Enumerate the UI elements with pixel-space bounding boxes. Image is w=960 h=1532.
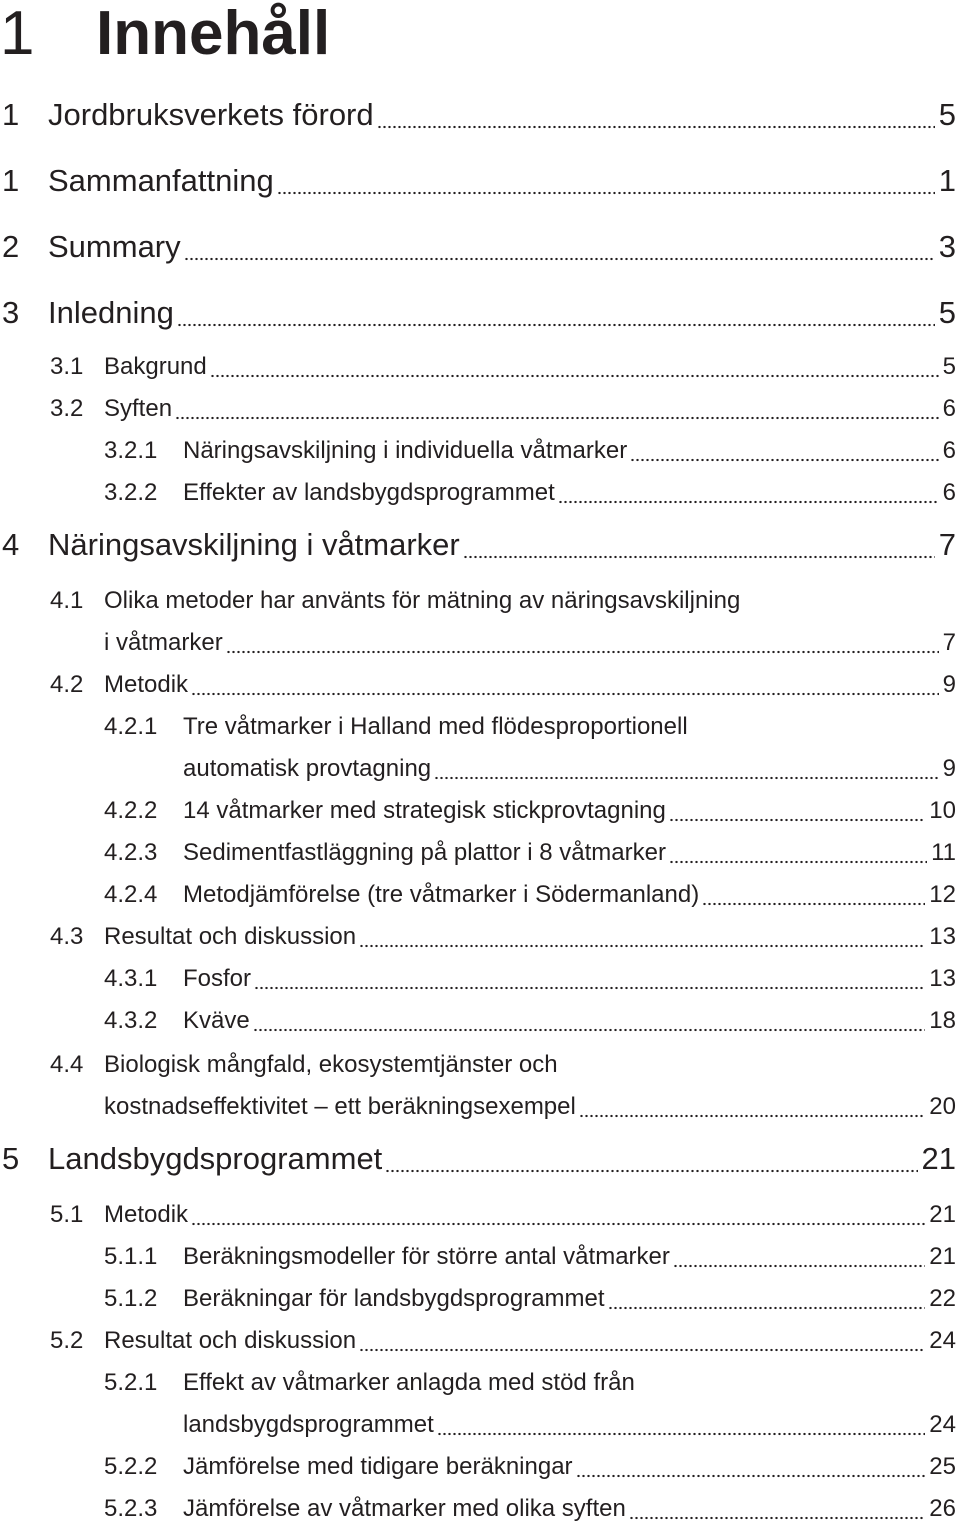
dot-leader — [191, 692, 939, 696]
toc-entry[interactable] — [104, 1364, 956, 1402]
dot-leader — [177, 323, 935, 327]
toc-entry-page-number: 21 — [929, 1201, 956, 1228]
toc-entry-title: Biologisk mångfald, ekosystemtjänster och — [104, 1051, 558, 1078]
toc-entry-number: 5.1.2 — [104, 1285, 158, 1312]
toc-entry[interactable] — [50, 348, 956, 386]
toc-entry-page-number: 25 — [929, 1453, 956, 1480]
toc-entry-page-number: 5 — [938, 295, 956, 330]
toc-entry-number: 4.3.1 — [104, 965, 158, 992]
toc-entry-number: 4.3 — [50, 923, 84, 950]
toc-entry-page-number: 7 — [942, 629, 956, 656]
toc-entry-page-number: 13 — [929, 965, 956, 992]
heading-title: Innehåll — [96, 0, 331, 68]
toc-entry-page-number: 6 — [942, 395, 956, 422]
toc-entry-number: 5.1.1 — [104, 1243, 158, 1270]
toc-entry-title: Jämförelse av våtmarker med olika syften — [183, 1495, 626, 1522]
toc-entry[interactable] — [104, 834, 956, 872]
dot-leader — [434, 776, 938, 780]
toc-entry-page-number: 24 — [929, 1411, 956, 1438]
toc-entry-number: 4.2.3 — [104, 839, 158, 866]
heading-number: 1 — [0, 0, 35, 68]
toc-entry[interactable] — [104, 474, 956, 512]
dot-leader — [254, 986, 925, 990]
toc-entry[interactable] — [104, 1238, 956, 1276]
dot-leader — [669, 818, 925, 822]
toc-entry-page-number: 22 — [929, 1285, 956, 1312]
toc-entry-number: 5.2 — [50, 1327, 84, 1354]
toc-entry-number: 4.2.2 — [104, 797, 158, 824]
dot-leader — [385, 1169, 917, 1173]
toc-entry[interactable] — [50, 1196, 956, 1234]
dot-leader — [629, 1516, 925, 1520]
toc-entry-number: 1 — [2, 163, 20, 198]
dot-leader — [277, 191, 935, 195]
toc-entry-number: 5.2.2 — [104, 1453, 158, 1480]
toc-entry-number: 4.2.1 — [104, 713, 158, 740]
toc-entry[interactable] — [104, 432, 956, 470]
toc-entry-title-continued: kostnadseffektivitet – ett beräkningsexempel — [104, 1093, 576, 1120]
toc-entry[interactable] — [104, 876, 956, 914]
toc-entry-title: Näringsavskiljning i våtmarker — [48, 527, 460, 562]
toc-entry-page-number: 6 — [942, 479, 956, 506]
toc-entry-number: 4.4 — [50, 1051, 84, 1078]
dot-leader — [175, 416, 939, 420]
toc-entry-page-number: 26 — [929, 1495, 956, 1522]
toc-entry-number: 4.1 — [50, 587, 84, 614]
toc-entry[interactable] — [104, 1280, 956, 1318]
dot-leader — [191, 1222, 925, 1226]
toc-entry-number: 5.2.3 — [104, 1495, 158, 1522]
toc-entry-title-continued: i våtmarker — [104, 629, 223, 656]
toc-entry[interactable] — [104, 960, 956, 998]
dot-leader — [558, 500, 939, 504]
toc-entry[interactable] — [104, 1002, 956, 1040]
toc-entry-page-number: 20 — [929, 1093, 956, 1120]
toc-entry[interactable] — [2, 92, 956, 138]
toc-entry-title: Syften — [104, 395, 173, 422]
toc-entry-page-number: 7 — [938, 527, 956, 562]
dot-leader — [702, 902, 925, 906]
toc-entry-number: 4.3.2 — [104, 1007, 158, 1034]
toc-entry-title: Metodik — [104, 1201, 189, 1228]
dot-leader — [226, 650, 939, 654]
dot-leader — [463, 555, 935, 559]
dot-leader — [579, 1114, 925, 1118]
toc-entry[interactable] — [50, 390, 956, 428]
toc-entry-number: 4 — [2, 527, 20, 562]
toc-entry-number: 5.1 — [50, 1201, 84, 1228]
toc-entry-title: Effekter av landsbygdsprogrammet — [183, 479, 555, 506]
toc-entry-title: Resultat och diskussion — [104, 923, 357, 950]
toc-entry[interactable] — [2, 158, 956, 204]
toc-entry[interactable] — [104, 1448, 956, 1486]
toc-entry-number: 3.1 — [50, 353, 84, 380]
toc-entry-title: Landsbygdsprogrammet — [48, 1141, 383, 1176]
toc-entry-page-number: 24 — [929, 1327, 956, 1354]
toc-entry-title: Inledning — [48, 295, 174, 330]
toc-entry-number: 3.2.1 — [104, 437, 158, 464]
toc-entry[interactable] — [50, 624, 956, 662]
toc-entry-page-number: 11 — [931, 839, 956, 866]
toc-entry-number: 4.2 — [50, 671, 84, 698]
dot-leader — [210, 374, 939, 378]
toc-entry[interactable] — [2, 224, 956, 270]
toc-entry-title: Resultat och diskussion — [104, 1327, 357, 1354]
toc-entry-title-continued: automatisk provtagning — [183, 755, 432, 782]
toc-entry[interactable] — [104, 750, 956, 788]
toc-entry[interactable] — [50, 1088, 956, 1126]
toc-entry-title: Jämförelse med tidigare beräkningar — [183, 1453, 573, 1480]
toc-entry-number: 3.2 — [50, 395, 84, 422]
toc-entry-title: Kväve — [183, 1007, 250, 1034]
toc-entry-number: 4.2.4 — [104, 881, 158, 908]
dot-leader — [437, 1432, 926, 1436]
toc-entry-title-continued: landsbygdsprogrammet — [183, 1411, 434, 1438]
dot-leader — [576, 1474, 926, 1478]
toc-entry-title: Bakgrund — [104, 353, 207, 380]
toc-entry-title: Beräkningsmodeller för större antal våtmarker — [183, 1243, 670, 1270]
toc-entry-number: 3.2.2 — [104, 479, 158, 506]
toc-entry[interactable] — [50, 666, 956, 704]
dot-leader — [359, 944, 925, 948]
toc-entry-title: Näringsavskiljning i individuella våtmarker — [183, 437, 628, 464]
toc-entry-title: Summary — [48, 229, 181, 264]
toc-entry-number: 5 — [2, 1141, 20, 1176]
dot-leader — [359, 1348, 925, 1352]
toc-entry-page-number: 9 — [942, 671, 956, 698]
toc-entry-page-number: 6 — [942, 437, 956, 464]
toc-entry-number: 5.2.1 — [104, 1369, 158, 1396]
toc-entry[interactable] — [104, 792, 956, 830]
toc-entry-title: Metodjämförelse (tre våtmarker i Södermanland) — [183, 881, 700, 908]
toc-entry[interactable] — [50, 918, 956, 956]
toc-entry-page-number: 18 — [929, 1007, 956, 1034]
toc-entry-number: 2 — [2, 229, 20, 264]
toc-entry-page-number: 3 — [938, 229, 956, 264]
dot-leader — [377, 125, 935, 129]
toc-entry[interactable] — [50, 1046, 956, 1084]
dot-leader — [184, 257, 935, 261]
toc-entry[interactable] — [2, 290, 956, 336]
toc-entry[interactable] — [2, 1136, 956, 1182]
toc-entry-title: Metodik — [104, 671, 189, 698]
toc-entry-page-number: 5 — [938, 97, 956, 132]
toc-entry-title: Olika metoder har använts för mätning av näringsavskiljning — [104, 587, 741, 614]
toc-entry-title: Sedimentfastläggning på plattor i 8 våtmarker — [183, 839, 666, 866]
toc-entry-title: Fosfor — [183, 965, 252, 992]
toc-entry[interactable] — [104, 708, 956, 746]
toc-entry[interactable] — [50, 582, 956, 620]
dot-leader — [673, 1264, 925, 1268]
toc-entry-title: Sammanfattning — [48, 163, 274, 198]
toc-entry-title: 14 våtmarker med strategisk stickprovtagning — [183, 797, 666, 824]
dot-leader — [630, 458, 938, 462]
toc-entry[interactable] — [50, 1322, 956, 1360]
dot-leader — [253, 1028, 926, 1032]
toc-entry-page-number: 1 — [938, 163, 956, 198]
toc-entry-title: Jordbruksverkets förord — [48, 97, 374, 132]
toc-entry-page-number: 10 — [929, 797, 956, 824]
toc-entry-page-number: 21 — [921, 1141, 956, 1176]
toc-entry-page-number: 9 — [942, 755, 956, 782]
dot-leader — [608, 1306, 926, 1310]
toc-entry-title: Beräkningar för landsbygdsprogrammet — [183, 1285, 605, 1312]
toc-entry-number: 1 — [2, 97, 20, 132]
toc-entry-page-number: 21 — [929, 1243, 956, 1270]
toc-entry[interactable] — [104, 1490, 956, 1528]
toc-entry-title: Effekt av våtmarker anlagda med stöd från — [183, 1369, 635, 1396]
dot-leader — [669, 860, 927, 864]
toc-entry[interactable] — [2, 522, 956, 568]
toc-entry[interactable] — [104, 1406, 956, 1444]
toc-entry-page-number: 12 — [929, 881, 956, 908]
toc-entry-page-number: 5 — [942, 353, 956, 380]
toc-entry-title: Tre våtmarker i Halland med flödesproportionell — [183, 713, 688, 740]
toc-entry-number: 3 — [2, 295, 20, 330]
toc-entry-page-number: 13 — [929, 923, 956, 950]
